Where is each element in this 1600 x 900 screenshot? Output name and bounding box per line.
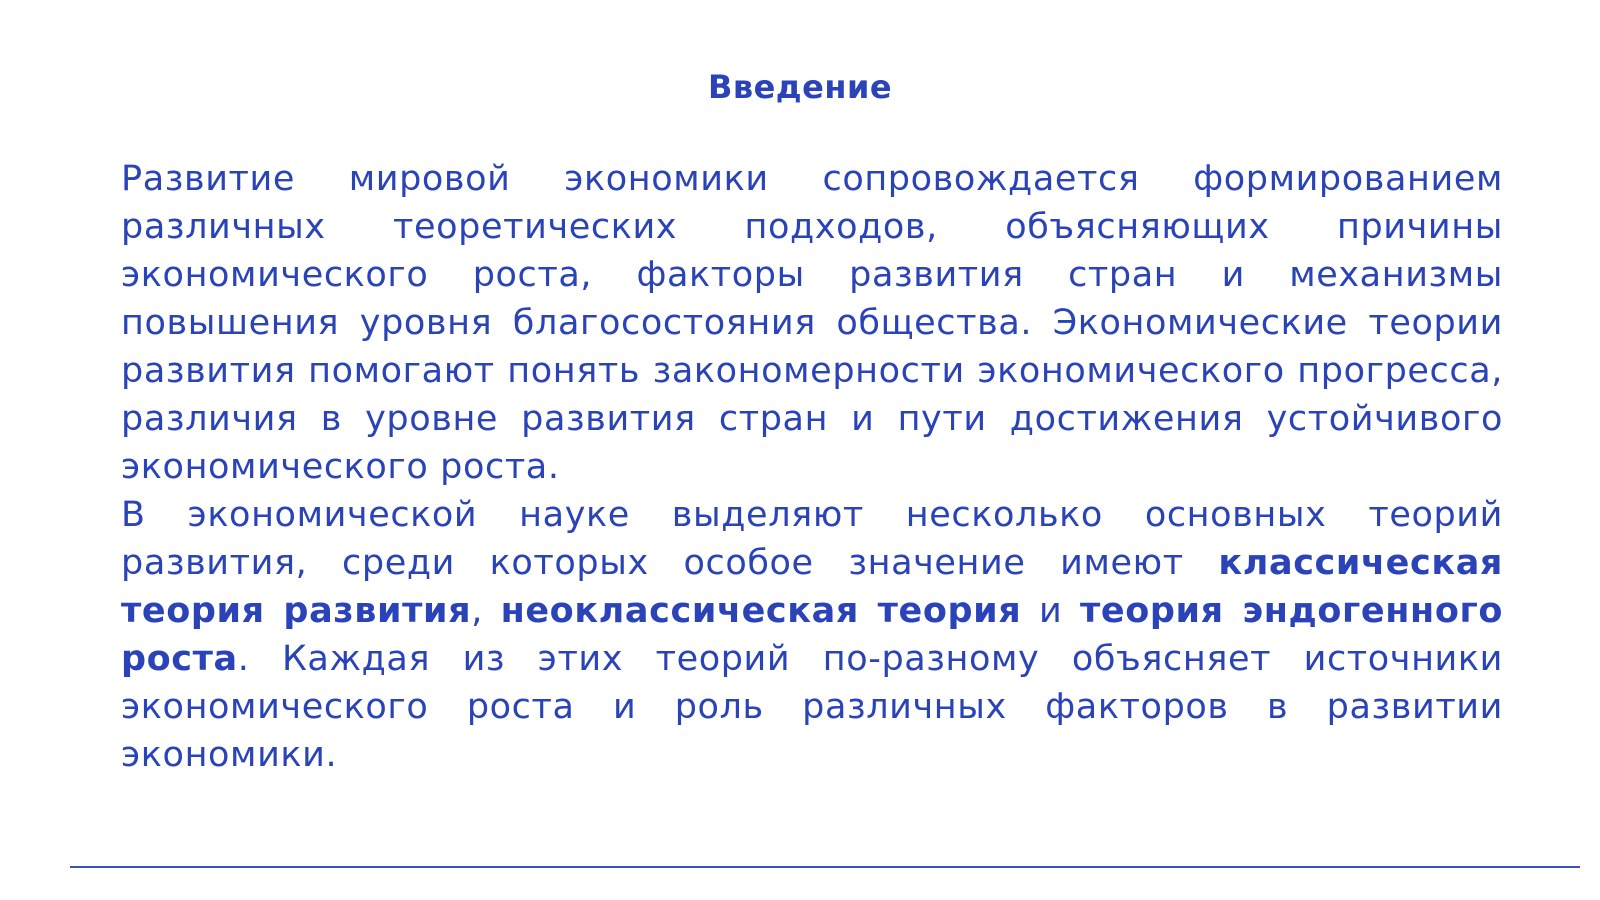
slide-title: Введение <box>707 68 893 106</box>
term-classical-theory: классическая теория развития <box>121 543 1503 631</box>
term-neoclassical-theory: неоклассическая теория <box>500 591 1022 631</box>
paragraph-2-intro: В экономической науке выделяют несколько основных теорий развития, среди которых особое значение имеют <box>121 495 1503 583</box>
paragraph-2 <box>121 491 1503 779</box>
bottom-divider <box>70 866 1580 868</box>
slide-body <box>121 155 1503 779</box>
paragraph-1: Развитие мировой экономики сопровождается формированием различных теоретических подходов, объясняющих причины экономического роста, факторы развития стран и механизмы повышения уровня благосостояния общества. Экономические теории развития помогают понять закономерности экономического прогресса, различия в уровне развития стран и пути достижения устойчивого экономического роста. <box>121 159 1503 487</box>
paragraph-2-outro: . Каждая из этих теорий по-разному объясняет источники экономического роста и роль различных факторов в развитии экономики. <box>121 639 1503 775</box>
term-endogenous-growth-theory: теория эндогенного роста <box>121 591 1503 679</box>
separator-1: , <box>471 591 501 631</box>
separator-2: и <box>1021 591 1080 631</box>
